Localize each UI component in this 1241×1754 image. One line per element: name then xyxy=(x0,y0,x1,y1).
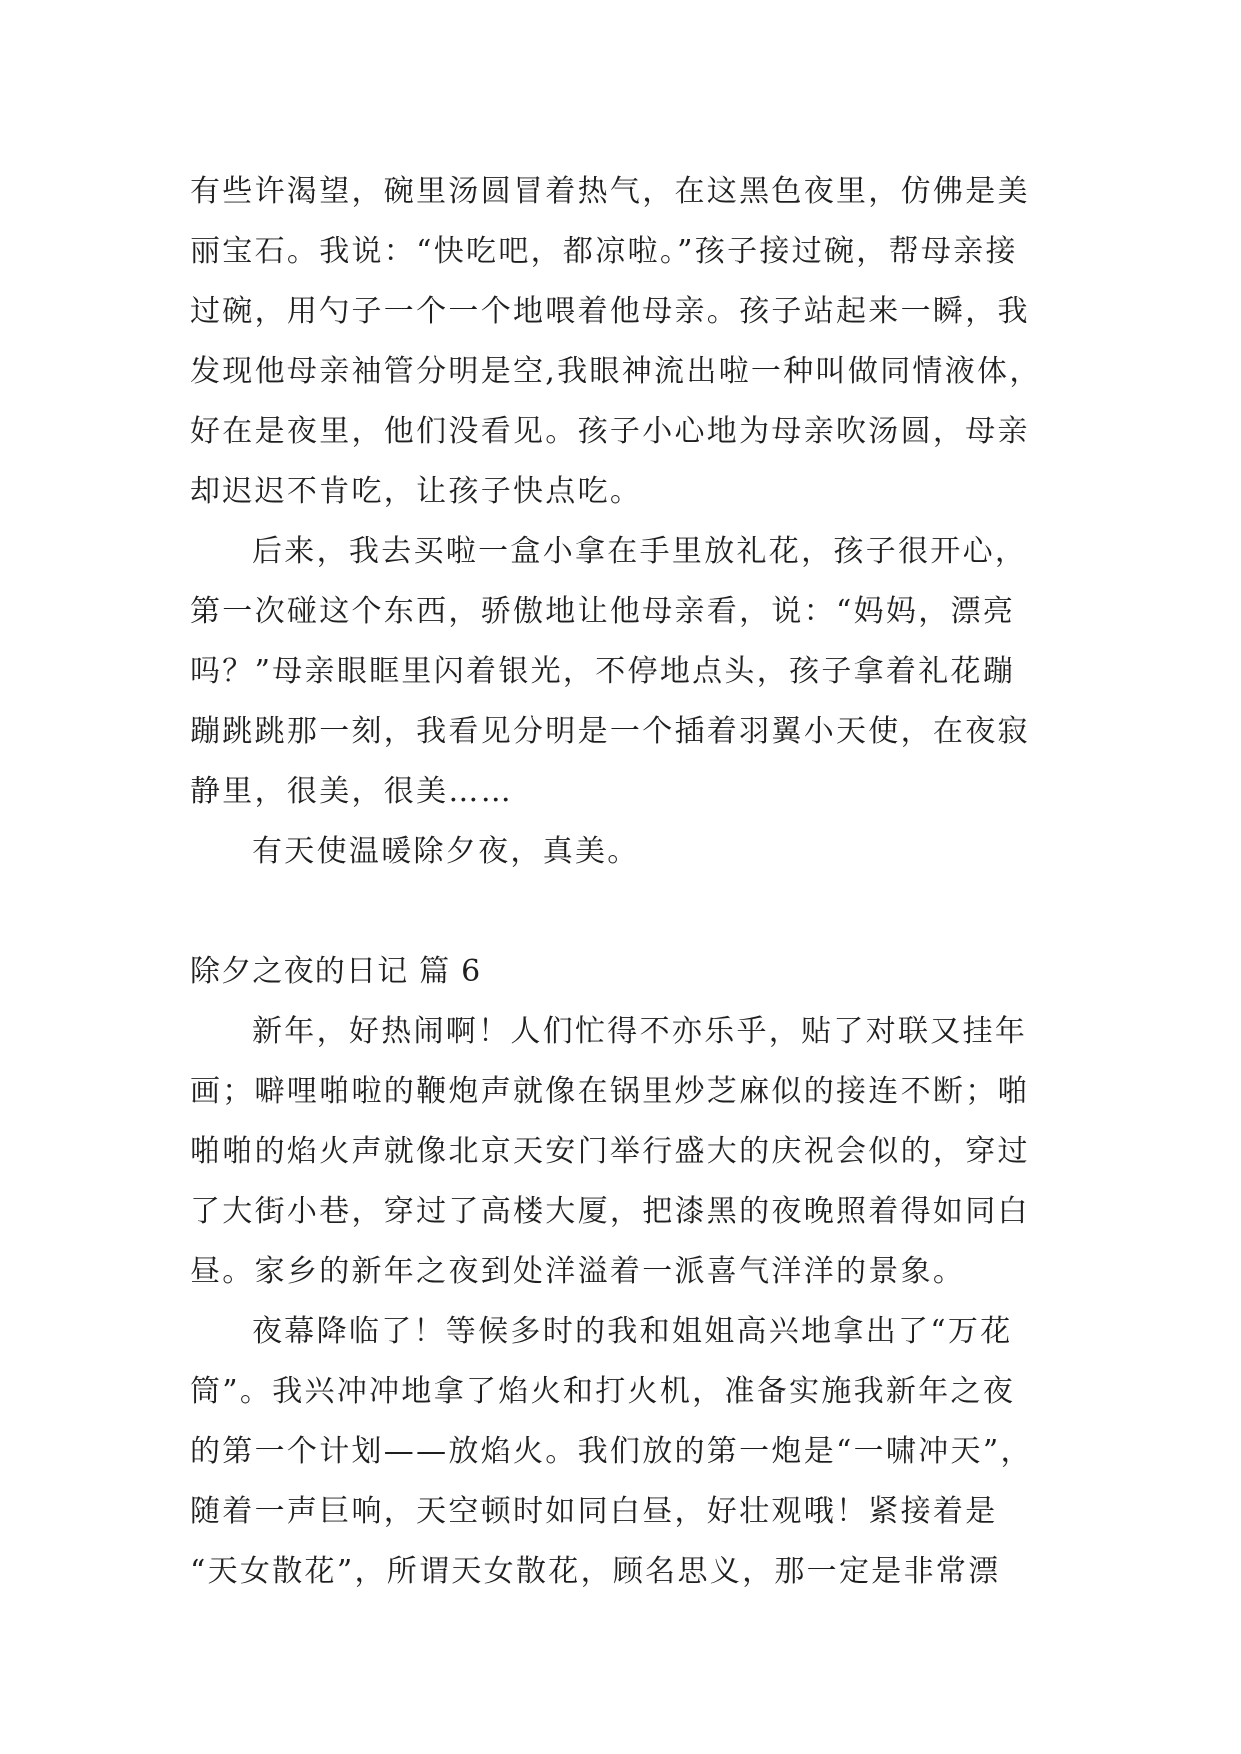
text-line: 画；噼哩啪啦的鞭炮声就像在锅里炒芝麻似的接连不断；啪 xyxy=(190,1074,1030,1109)
paragraph xyxy=(190,162,1055,522)
text-line: 发现他母亲袖管分明是空,我眼神流出啦一种叫做同情液体， xyxy=(190,354,1042,389)
text-line: 昼。家乡的新年之夜到处洋溢着一派喜气洋洋的景象。 xyxy=(190,1254,966,1289)
text-line: 有些许渴望，碗里汤圆冒着热气，在这黑色夜里，仿佛是美 xyxy=(190,174,1030,209)
text-line: 新年，好热闹啊！人们忙得不亦乐乎，贴了对联又挂年 xyxy=(252,1014,1028,1049)
paragraph xyxy=(190,522,1055,822)
text-line: 好在是夜里，他们没看见。孩子小心地为母亲吹汤圆，母亲 xyxy=(190,414,1030,449)
text-line: 了大街小巷，穿过了高楼大厦，把漆黑的夜晚照着得如同白 xyxy=(190,1194,1030,1229)
text-line: 随着一声巨响，天空顿时如同白昼，好壮观哦！紧接着是 xyxy=(190,1494,998,1529)
section-spacer xyxy=(190,882,1055,942)
text-line: 过碗，用勺子一个一个地喂着他母亲。孩子站起来一瞬，我 xyxy=(190,294,1030,329)
text-line: 夜幕降临了！等候多时的我和姐姐高兴地拿出了“万花 xyxy=(252,1314,1013,1349)
paragraph xyxy=(190,822,1055,882)
document-body xyxy=(190,162,1055,1602)
text-line: 吗？”母亲眼眶里闪着银光，不停地点头，孩子拿着礼花蹦 xyxy=(190,654,1016,689)
text-line: 有天使温暖除夕夜，真美。 xyxy=(252,834,640,869)
text-line: 后来，我去买啦一盒小拿在手里放礼花，孩子很开心， xyxy=(252,534,1028,569)
text-line: 静里，很美，很美…… xyxy=(190,774,513,809)
paragraph xyxy=(190,1002,1055,1302)
text-line: 啪啪的焰火声就像北京天安门举行盛大的庆祝会似的，穿过 xyxy=(190,1134,1030,1169)
section-title: 除夕之夜的日记 篇 6 xyxy=(190,954,482,989)
text-line: 丽宝石。我说：“快吃吧，都凉啦。”孩子接过碗，帮母亲接 xyxy=(190,234,1018,269)
text-line: “天女散花”，所谓天女散花，顾名思义，那一定是非常漂 xyxy=(190,1554,1001,1589)
text-line: 筒”。我兴冲冲地拿了焰火和打火机，准备实施我新年之夜 xyxy=(190,1374,1016,1409)
paragraph xyxy=(190,1302,1055,1602)
text-line: 第一次碰这个东西，骄傲地让他母亲看，说：“妈妈，漂亮 xyxy=(190,594,1016,629)
text-line: 却迟迟不肯吃，让孩子快点吃。 xyxy=(190,474,643,509)
text-line: 的第一个计划——放焰火。我们放的第一炮是“一啸冲天”， xyxy=(190,1434,1033,1469)
text-line: 蹦跳跳那一刻，我看见分明是一个插着羽翼小天使，在夜寂 xyxy=(190,714,1030,749)
